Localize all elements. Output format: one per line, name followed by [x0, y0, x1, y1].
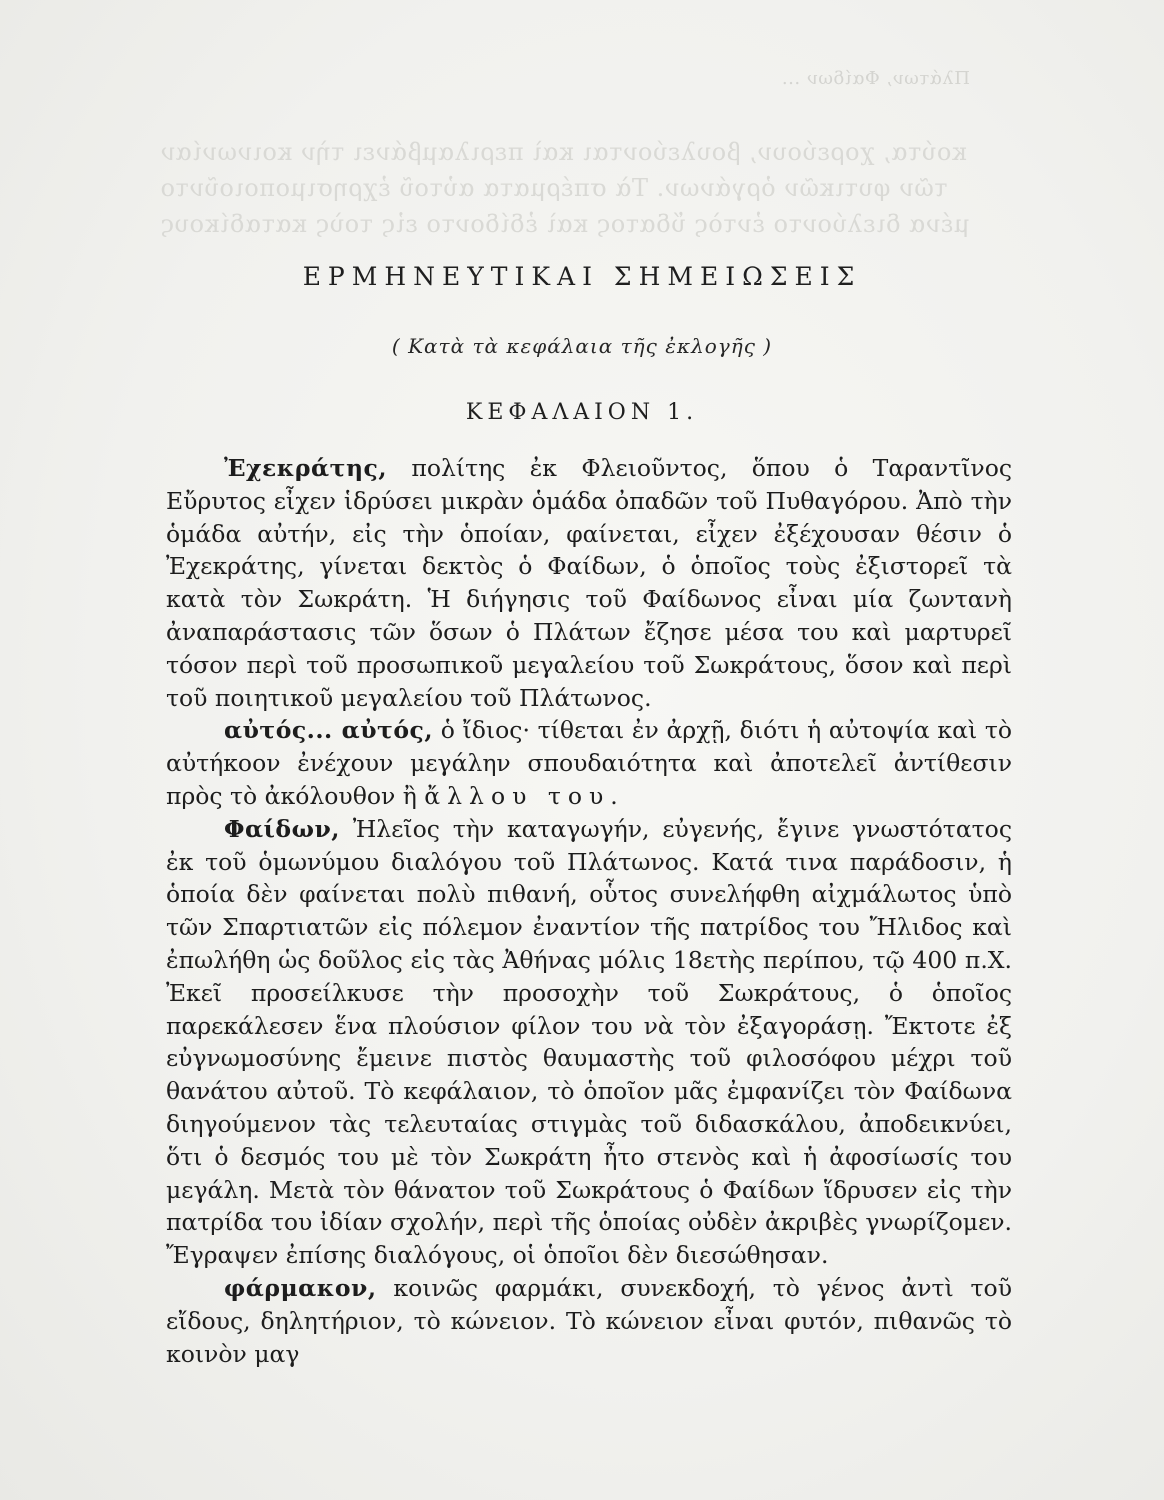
note-text: Ἠλεῖος τὴν καταγωγήν, εὐγενής, ἔγινε γνωστότατος ἐκ τοῦ ὁμωνύμου διαλόγου τοῦ Πλάτωνος. Κατά τινα παράδοσιν, ἡ ὁποία δὲν φαίνεται πολὺ πιθανή, οὗτος συνελήφθη αἰχμάλωτος ὑπὸ τῶν Σπαρτιατῶν εἰς πόλεμον ἐναντίον τῆς πατρίδος του Ἤλιδος καὶ ἐπωλήθη ὡς δοῦλος εἰς τὰς Ἀθήνας μόλις 18ετὴς περίπου, τῷ 400 π.Χ. Ἐκεῖ προσείλκυσε τὴν προσοχὴν τοῦ Σωκράτους, ὁ ὁποῖος παρεκάλεσεν ἕνα πλούσιον φίλον του νὰ τὸν ἐξαγοράσῃ. Ἔκτοτε ἐξ εὐγνωμοσύνης ἔμεινε πιστὸς θαυμαστὴς τοῦ φιλοσόφου μέχρι τοῦ θανάτου αὐτοῦ. Τὸ κεφάλαιον, τὸ ὁποῖον μᾶς ἐμφανίζει τὸν Φαίδωνα διηγούμενον τὰς τελευταίας στιγμὰς τοῦ διδασκάλου, ἀποδεικνύει, ὅτι ὁ δεσμός του μὲ τὸν Σωκράτη ἦτο στενὸς καὶ ἡ ἀφοσίωσίς του μεγάλη. Μετὰ τὸν θάνατον τοῦ Σωκράτους ὁ Φαίδων ἵδρυσεν εἰς τὴν πατρίδα του ἰδίαν σχολήν, περὶ τῆς ὁποίας οὐδὲν ἀκριβὲς γνωρίζομεν. Ἔγραψεν ἐπίσης διαλόγους, οἱ ὁποῖοι δὲν διεσώθησαν.	[166, 814, 1012, 1270]
note-text: πολίτης ἐκ Φλειοῦντος, ὅπου ὁ Ταραντῖνος Εὔρυτος εἶχεν ἱδρύσει μικρὰν ὁμάδα ὀπαδῶν τοῦ Πυθαγόρου. Ἀπὸ τὴν ὁμάδα αὐτήν, εἰς τὴν ὁποίαν, φαίνεται, εἶχεν ἐξέχουσαν θέσιν ὁ Ἐχεκράτης, γίνεται δεκτὸς ὁ Φαίδων, ὁ ὁποῖος τοὺς ἐξιστορεῖ τὰ κατὰ τὸν Σωκράτη. Ἡ διήγησις τοῦ Φαίδωνος εἶναι μία ζωντανὴ ἀναπαράστασις τῶν ὅσων ὁ Πλάτων ἔζησε μέσα του καὶ μαρτυρεῖ τόσον περὶ τοῦ προσωπικοῦ μεγαλείου τοῦ Σωκράτους, ὅσον καὶ περὶ τοῦ ποιητικοῦ μεγαλείου τοῦ Πλάτωνος.	[166, 454, 1012, 712]
note-term: Φαίδων,	[224, 814, 340, 843]
bleed-through-line: τῶν φυτικῶν ὀργάνων. Τὰ σπέρματα αὐτοῦ ἐχρησιμοποιοῦντο	[160, 174, 948, 202]
note-text: κοινῶς φαρμάκι, συνεκδοχή, τὸ γένος ἀντὶ τοῦ εἴδους, δηλητήριον, τὸ κώνειον. Τὸ κώνειον εἶναι φυτόν, πιθανῶς τὸ κοινὸν μαγ	[166, 1273, 1012, 1368]
note-spaced-text: ἄλλου του.	[424, 781, 625, 810]
note-term: φάρμακον,	[224, 1273, 377, 1302]
note-paragraph	[166, 714, 1012, 812]
note-paragraph	[166, 813, 1012, 1272]
note-text: ὁ ἴδιος· τίθεται ἐν ἀρχῇ, διότι ἡ αὐτοψία καὶ τὸ αὐτήκοον ἐνέχουν μεγάλην σπουδαιότητα καὶ ἀποτελεῖ ἀντίθεσιν πρὸς τὸ ἀκόλουθον ἢ	[166, 716, 1012, 810]
chapter-title: ΚΕΦΑΛΑΙΟΝ 1.	[465, 400, 699, 425]
bleed-through-header: Πλάτων, Φαίδων ...	[781, 68, 970, 89]
section-heading: ΕΡΜΗΝΕΥΤΙΚΑΙ ΣΗΜΕΙΩΣΕΙΣ	[302, 262, 862, 291]
note-paragraph	[166, 452, 1012, 714]
bleed-through-line: κούτα, χορεύουν, βουλεύονται καὶ περιλαμβάνει τὴν κοινωνίαν	[160, 138, 967, 166]
note-paragraph	[166, 1272, 1012, 1370]
bleed-through-line: μένα διελύοντο ἐντὸς ὕδατος καὶ ἐδίδοντο εἰς τοὺς καταδίκους	[160, 210, 970, 238]
note-term: Ἐχεκράτης,	[224, 454, 388, 482]
notes-body	[166, 452, 1012, 1370]
section-subheading: ( Κατὰ τὰ κεφάλαια τῆς ἐκλογῆς )	[391, 334, 773, 358]
note-term: αὐτός... αὐτός,	[224, 716, 434, 745]
